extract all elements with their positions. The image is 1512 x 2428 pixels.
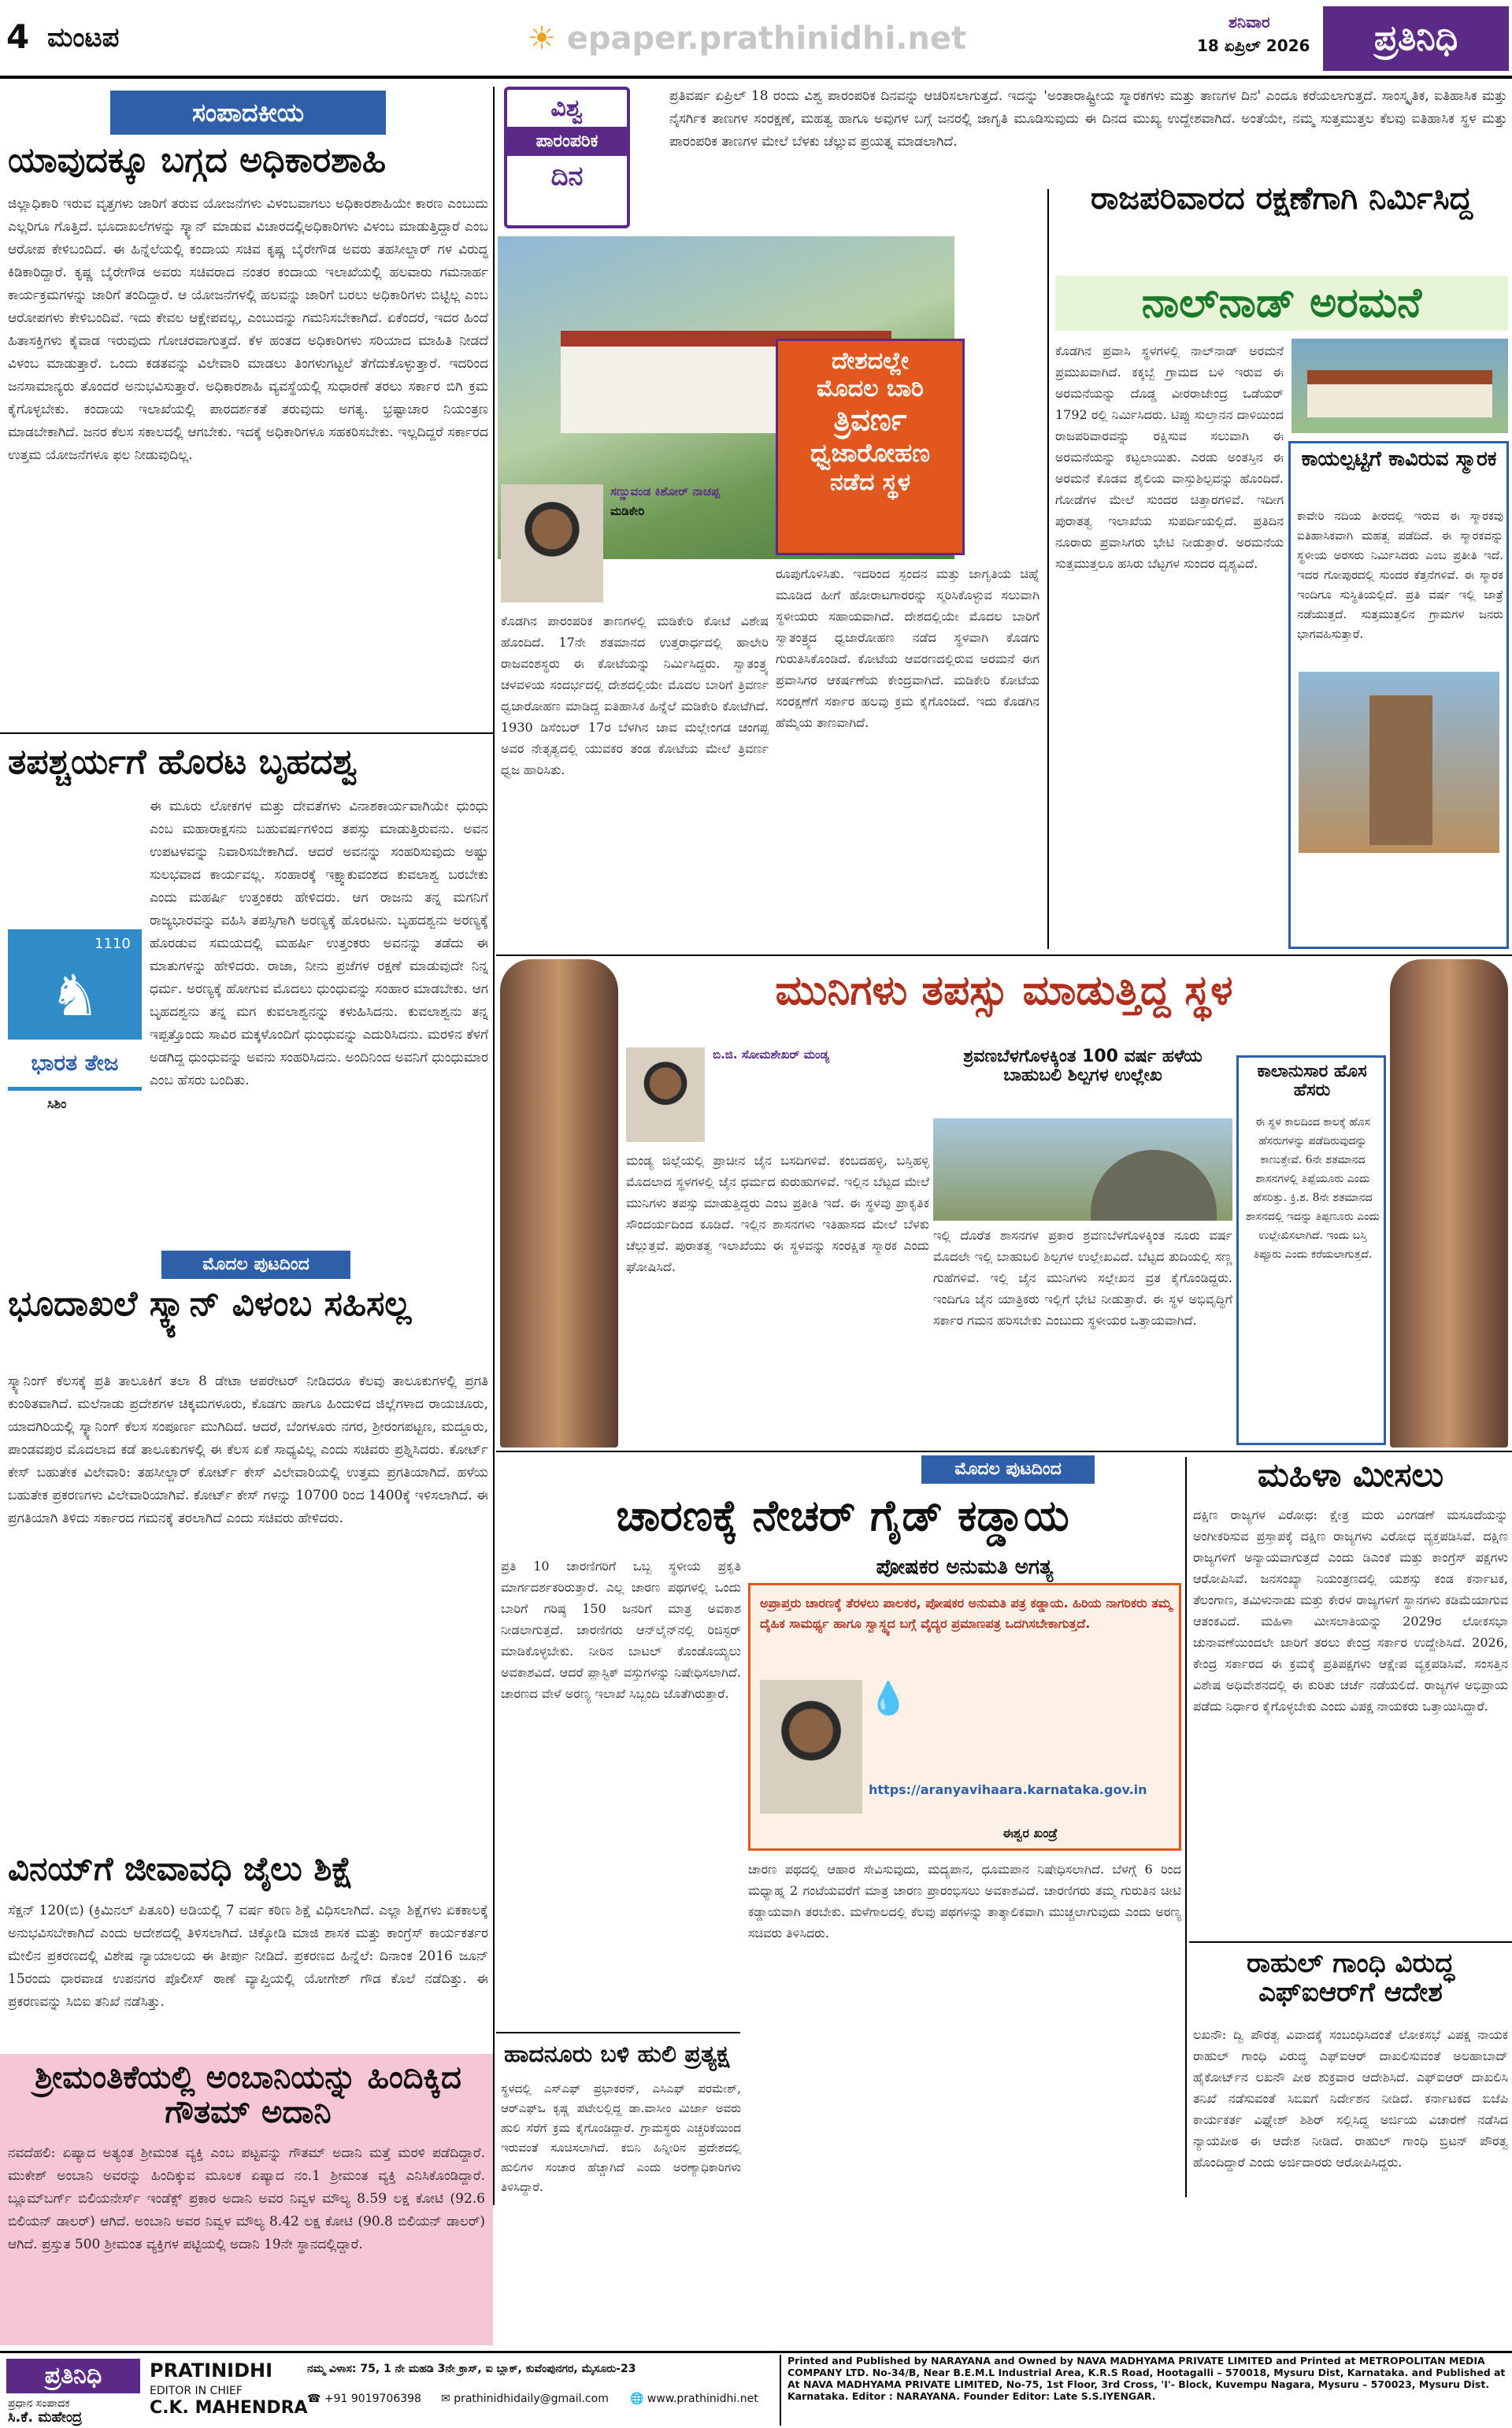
heritage-badge-line1: ವಿಶ್ವ [550,95,584,122]
flag-byline-place: ಮಡಿಕೇರಿ [610,504,645,518]
stone-pillar-right [1390,959,1508,1448]
minister-name: ಈಶ್ವರ ಖಂಡ್ರೆ [1002,1826,1058,1840]
munigalu-col1: ಮಂಡ್ಯ ಜಿಲ್ಲೆಯಲ್ಲಿ ಪ್ರಾಚೀನ ಜೈನ ಬಸದಿಗಳಿವೆ. ಕಂಬದಹಳ್ಳಿ, ಬಸ್ತಿಹಳ್ಳಿ ಮೊದಲಾದ ಸ್ಥಳಗಳಲ್ಲಿ ಜೈನ ಧರ್ಮದ ಕುರುಹುಗಳಿವೆ. ಇಲ್ಲಿನ ಬೆಟ್ಟದ ಮೇಲೆ ಮುನಿಗಳು ತಪಸ್ಸು ಮಾಡುತ್ತಿದ್ದರು ಎಂಬ ಪ್ರತೀತಿ ಇದೆ. ಈ ಸ್ಥಳವು ಪ್ರಾಕೃತಿಕ ಸೌಂದರ್ಯದಿಂದ ಕೂಡಿದೆ. ಇಲ್ಲಿನ ಶಾಸನಗಳು ಇತಿಹಾಸದ ಮೇಲೆ ಬೆಳಕು ಚೆಲ್ಲುತ್ತವೆ. ಪುರಾತತ್ವ ಇಲಾಖೆಯು ಈ ಸ್ಥಳವನ್ನು ಸಂರಕ್ಷಿತ ಸ್ಮಾರಕ ಎಂದು ಘೋಷಿಸಿದೆ. [626,1153,929,1274]
footer-address: ನಮ್ಮ ವಿಳಾಸ: 75, 1 ನೇ ಮಹಡಿ 3ನೇ ಕ್ರಾಸ್, ಐ ಬ್ಲಾಕ್, ಕುವೆಂಪುನಗರ, ಮೈಸೂರು-23 [307,2363,636,2375]
tiger-body: ಸ್ಥಳದಲ್ಲಿ ಎಸ್‌ಎಫ್ ಪ್ರಭಾಕರನ್, ಎಸಿಎಫ್ ಪರಮೇಶ್, ಆರ್‌ಎಫ್‌ಒ ಕೃಷ್ಣ ಪಟೇಲಲ್ಲಿದ್ದ ಡಾ.ವಾಸೀಂ ಮಿರ್ಜಾ ಅವರು ಹುಲಿ ಸೆರೆಗೆ ಕ್ರಮ ಕೈಗೊಂಡಿದ್ದಾರೆ. ಗ್ರಾಮಸ್ಥರು ಎಚ್ಚರಿಕೆಯಿಂದ ಇರುವಂತೆ ಸೂಚಿಸಲಾಗಿದೆ. ಕಬಿನಿ ಹಿನ್ನೀರಿನ ಪ್ರದೇಶದಲ್ಲಿ ಹುಲಿಗಳ ಸಂಚಾರ ಹೆಚ್ಚಾಗಿದೆ ಎಂದು ಅರಣ್ಯಾಧಿಕಾರಿಗಳು ತಿಳಿಸಿದ್ದಾರೆ. [501,2081,741,2194]
nature-col2: ಚಾರಣ ಪಥದಲ್ಲಿ ಆಹಾರ ಸೇವಿಸುವುದು, ಮದ್ಯಪಾನ, ಧೂಮಪಾನ ನಿಷೇಧಿಸಲಾಗಿದೆ. ಬೆಳಗ್ಗೆ 6 ರಿಂದ ಮಧ್ಯಾಹ್ನ 2 ಗಂಟೆಯವರೆಗೆ ಮಾತ್ರ ಚಾರಣ ಪ್ರಾರಂಭಿಸಲು ಅವಕಾಶವಿದೆ. ಚಾರಣಿಗರು ತಮ್ಮ ಗುರುತಿನ ಚೀಟಿ ಕಡ್ಡಾಯವಾಗಿ ತರಬೇಕು. ಮಳೆಗಾಲದಲ್ಲಿ ಕೆಲವು ಪಥಗಳನ್ನು ತಾತ್ಕಾಲಿಕವಾಗಿ ಮುಚ್ಚಲಾಗುವುದು ಎಂದು ಅರಣ್ಯ ಸಚಿವರು ತಿಳಿಸಿದರು. [748,1862,1181,1941]
flag-overlay [776,339,965,555]
phone-icon: ☎ [307,2393,324,2405]
footer-role-kn: ಪ್ರಧಾನ ಸಂಪಾದಕ [8,2397,70,2410]
heritage-badge-line3: ದಿನ [550,161,584,192]
footer-phone-text: +91 9019706398 [324,2393,421,2405]
flag-overlay-line5: ನಡೆದ ಸ್ಥಳ [829,469,911,496]
footer-imprint: Printed and Published by NARAYANA and Owned by NAVA MADHYAMA PRIVATE LIMITED and Printed at METROPOLITAN MEDIA COMPANY LTD. No-34/B, Near B.E.M.L Industrial Area, K.R.S Road, Hootagalli – 570018, Mysuru Dist, Karnataka. and Published at At NAVA MADHYAMA PRIVATE LIMITED, No-75, 1st Floor, 3rd Cross, 'I'- Block, Kuvempu Nagara, Mysuru – 570023, Mysuru Dist. Karnataka. Editor : NARAYANA. Founder Editor: Late S.S.IYENGAR. [788,2355,1506,2402]
flag-byline: ಸಣ್ಣುವಂಡ ಕಿಶೋರ್ ನಾಚಪ್ಪ [610,484,720,499]
rahul-title: ರಾಹುಲ್ ಗಾಂಧಿ ವಿರುದ್ಧ ಎಫ್‌ಐಆರ್‌ಗೆ ಆದೇಶ [1247,1948,1455,2009]
flag-story-col2: ರೂಪುಗೊಳಿಸಿತು. ಇದರಿಂದ ಸ್ಪಂದನ ಮತ್ತು ಜಾಗೃತಿಯ ಚಿಹ್ನೆ ಮೂಡಿದ ಹೀಗೆ ಹೋರಾಟಗಾರರನ್ನು ಸ್ಮರಿಸಿಕೊಳ್ಳುವ ಸಲುವಾಗಿ ಸ್ಥಳೀಯರು ಸಹಾಯವಾಗಿದೆ. ದೇಶದಲ್ಲಿಯೇ ಮೊದಲ ಬಾರಿಗೆ ಸ್ವಾತಂತ್ರ್ಯದ ಧ್ವಜಾರೋಹಣ ನಡೆದ ಸ್ಥಳವಾಗಿ ಕೊಡಗು ಗುರುತಿಸಿಕೊಂಡಿದೆ. ಕೋಟೆಯ ಆವರಣದಲ್ಲಿರುವ ಅರಮನೆ ಈಗ ಪ್ರವಾಸಿಗರ ಆಕರ್ಷಣೆಯ ಕೇಂದ್ರವಾಗಿದೆ. ಮಡಿಕೇರಿ ಕೋಟೆಯ ಸಂರಕ್ಷಣೆಗೆ ಸರ್ಕಾರ ಹಲವು ಕ್ರಮ ಕೈಗೊಂಡಿದೆ. ಇದು ಕೊಡಗಿನ ಹೆಮ್ಮೆಯ ತಾಣವಾಗಿದೆ. [776,566,1040,730]
flag-overlay-line1: ದೇಶದಲ್ಲೇ [832,347,909,375]
bhoodakhale-title: ಭೂದಾಖಲೆ ಸ್ಕ್ಯಾನ್ ವಿಳಂಬ ಸಹಿಸಲ್ಲ [8,1284,412,1324]
nature-title: ಚಾರಣಕ್ಕೆ ನೇಚರ್ ಗೈಡ್ ಕಡ್ಡಾಯ [616,1491,1069,1540]
series-number: 1110 [94,936,131,952]
bahubali-photo [933,1118,1232,1221]
editorial-label: ಸಂಪಾದಕೀಯ [110,91,386,135]
munigalu-col2: ಇಲ್ಲಿ ದೊರೆತ ಶಾಸನಗಳ ಪ್ರಕಾರ ಶ್ರವಣಬೆಳಗೊಳಕ್ಕಿಂತ ನೂರು ವರ್ಷ ಮೊದಲೇ ಇಲ್ಲಿ ಬಾಹುಬಲಿ ಶಿಲ್ಪಗಳ ಉಲ್ಲೇಖವಿದೆ. ಬೆಟ್ಟದ ತುದಿಯಲ್ಲಿ ಸಣ್ಣ ಗುಹೆಗಳಿವೆ. ಇಲ್ಲಿ ಜೈನ ಮುನಿಗಳು ಸಲ್ಲೇಖನ ವ್ರತ ಕೈಗೊಂಡಿದ್ದರು. ಇಂದಿಗೂ ಜೈನ ಯಾತ್ರಿಕರು ಇಲ್ಲಿಗೆ ಭೇಟಿ ನೀಡುತ್ತಾರೆ. ಈ ಸ್ಥಳ ಅಭಿವೃದ್ಧಿಗೆ ಸರ್ಕಾರ ಗಮನ ಹರಿಸಬೇಕು ಎಂಬುದು ಸ್ಥಳೀಯರ ಒತ್ತಾಯವಾಗಿದೆ. [933,1228,1232,1328]
munigalu-byline: ಬಿ.ಜಿ. ಸೋಮಶೇಖರ್ ಮಂಡ್ಯ [713,1047,830,1062]
tiger-title: ಹಾದನೂರು ಬಳಿ ಹುಲಿ ಪ್ರತ್ಯಕ್ಷ [504,2041,730,2068]
footer-editor-en: C.K. MAHENDRA [150,2398,308,2418]
kaveri-temple-photo [1299,672,1499,853]
flag-overlay-line2: ಮೊದಲ ಬಾರಿ [817,375,924,402]
email-icon: ✉ [441,2393,454,2405]
nature-label: ಮೊದಲ ಪುಟದಿಂದ [921,1455,1095,1484]
nature-rule [496,1451,1512,1452]
tiger-rule [496,2032,740,2033]
nalnad-palace-photo [1292,339,1508,433]
footer-logo-en: PRATINIDHI [150,2359,273,2382]
heritage-intro: ಪ್ರತಿವರ್ಷ ಏಪ್ರಿಲ್ 18 ರಂದು ವಿಶ್ವ ಪಾರಂಪರಿಕ ದಿನವನ್ನು ಆಚರಿಸಲಾಗುತ್ತದೆ. ಇದನ್ನು 'ಅಂತಾರಾಷ್ಟ್ರೀಯ ಸ್ಮಾರಕಗಳು ಮತ್ತು ತಾಣಗಳ ದಿನ' ಎಂದೂ ಕರೆಯಲಾಗುತ್ತದೆ. ಸಾಂಸ್ಕೃತಿಕ, ಐತಿಹಾಸಿಕ ಮತ್ತು ನೈಸರ್ಗಿಕ ತಾಣಗಳ ಸಂರಕ್ಷಣೆ, ಮಹತ್ವ ಹಾಗೂ ಅವುಗಳ ಬಗ್ಗೆ ಜನರಲ್ಲಿ ಜಾಗೃತಿ ಮೂಡಿಸುವುದು ಈ ದಿನದ ಮುಖ್ಯ ಉದ್ದೇಶವಾಗಿದೆ. ಅಂತೆಯೇ, ನಮ್ಮ ಸುತ್ತಮುತ್ತಲ ಕೆಲವು ಐತಿಹಾಸಿಕ ಸ್ಥಳ ಮತ್ತು ಪಾರಂಪರಿಕ ತಾಣಗಳ ಮೇಲೆ ಬೆಳಕು ಚೆಲ್ಲುವ ಪ್ರಯತ್ನ ಮಾಡಲಾಗಿದೆ. [669,88,1507,150]
left-column-divider [493,87,495,2205]
nalnad-body: ಕೊಡಗಿನ ಪ್ರವಾಸಿ ಸ್ಥಳಗಳಲ್ಲಿ ನಾಲ್‌ನಾಡ್ ಅರಮನೆ ಪ್ರಮುಖವಾಗಿದೆ. ಕಕ್ಕಬ್ಬೆ ಗ್ರಾಮದ ಬಳಿ ಇರುವ ಈ ಅರಮನೆಯನ್ನು ದೊಡ್ಡ ವೀರರಾಜೇಂದ್ರ ಒಡೆಯರ್ 1792 ರಲ್ಲಿ ನಿರ್ಮಿಸಿದರು. ಟಿಪ್ಪು ಸುಲ್ತಾನನ ದಾಳಿಯಿಂದ ರಾಜಪರಿವಾರವನ್ನು ರಕ್ಷಿಸುವ ಸಲುವಾಗಿ ಈ ಅರಮನೆಯನ್ನು ಕಟ್ಟಲಾಯಿತು. ಎರಡು ಅಂತಸ್ತಿನ ಈ ಅರಮನೆ ಕೊಡವ ಶೈಲಿಯ ವಾಸ್ತುಶಿಲ್ಪವನ್ನು ಹೊಂದಿದೆ. ಗೋಡೆಗಳ ಮೇಲೆ ಸುಂದರ ಚಿತ್ತಾರಗಳಿವೆ. ಇದೀಗ ಪುರಾತತ್ವ ಇಲಾಖೆಯ ಸುಪರ್ದಿಯಲ್ಲಿದೆ. ಪ್ರತಿದಿನ ನೂರಾರು ಪ್ರವಾಸಿಗರು ಭೇಟಿ ನೀಡುತ್ತಾರೆ. ಅರಮನೆಯ ಸುತ್ತಮುತ್ತಲೂ ಹಸಿರು ಬೆಟ್ಟಗಳ ಸುಂದರ ದೃಶ್ಯವಿದೆ. [1055,343,1284,571]
nature-url[interactable]: https://aranyavihaara.karnataka.gov.in [869,1782,1147,1797]
munigalu-side-box [1236,1055,1386,1445]
series-label: ಭಾರತ ತೇಜ [8,1040,142,1087]
reporter-photo-somashekar [626,1047,705,1142]
footer-email[interactable] [441,2391,609,2407]
mahila-body: ದಕ್ಷಿಣ ರಾಜ್ಯಗಳ ವಿರೋಧ: ಕ್ಷೇತ್ರ ಮರು ವಿಂಗಡಣೆ ಮಸೂದೆಯನ್ನು ಅಂಗೀಕರಿಸುವ ಪ್ರಸ್ತಾಪಕ್ಕೆ ದಕ್ಷಿಣ ರಾಜ್ಯಗಳು ವಿರೋಧ ವ್ಯಕ್ತಪಡಿಸಿವೆ. ದಕ್ಷಿಣ ರಾಜ್ಯಗಳಿಗೆ ಅನ್ಯಾಯವಾಗುತ್ತದೆ ಎಂದು ಡಿಎಂಕೆ ಮತ್ತು ಕಾಂಗ್ರೆಸ್ ಪಕ್ಷಗಳು ಆರೋಪಿಸಿವೆ. ಜನಸಂಖ್ಯಾ ನಿಯಂತ್ರಣದಲ್ಲಿ ಯಶಸ್ಸು ಕಂಡ ಕರ್ನಾಟಕ, ತೆಲಂಗಾಣ, ತಮಿಳುನಾಡು ಮತ್ತು ಕೇರಳ ರಾಜ್ಯಗಳಿಗೆ ಸ್ಥಾನಗಳು ಕಡಿಮೆಯಾಗುವ ಆತಂಕವಿದೆ. ಮಹಿಳಾ ಮೀಸಲಾತಿಯನ್ನು 2029ರ ಲೋಕಸಭಾ ಚುನಾವಣೆಯಿಂದಲೇ ಜಾರಿಗೆ ತರಲು ಕೇಂದ್ರ ಸರ್ಕಾರ ಉದ್ದೇಶಿಸಿದೆ. 2026, ಕೇಂದ್ರ ಸರ್ಕಾರದ ಈ ಕ್ರಮಕ್ಕೆ ಪ್ರತಿಪಕ್ಷಗಳು ಆಕ್ಷೇಪ ವ್ಯಕ್ತಪಡಿಸಿವೆ. ಸಂಸತ್ತಿನ ವಿಶೇಷ ಅಧಿವೇಶನದಲ್ಲಿ ಈ ಕುರಿತು ಚರ್ಚೆ ನಡೆಯಲಿದೆ. ರಾಜ್ಯಗಳ ಅಭಿಪ್ರಾಯ ಪಡೆದು ನಿರ್ಧಾರ ಕೈಗೊಳ್ಳಬೇಕು ಎಂದು ವಿಪಕ್ಷ ನಾಯಕರು ಒತ್ತಾಯಿಸಿದ್ದಾರೆ. [1193,1507,1508,1714]
rahul-rule [1189,1941,1512,1943]
minister-photo [760,1680,862,1814]
nature-subhead: ಪೋಷಕರ ಅನುಮತಿ ಅಗತ್ಯ [876,1555,1054,1579]
adani-body: ನವದೆಹಲಿ: ಏಷ್ಯಾದ ಅತ್ಯಂತ ಶ್ರೀಮಂತ ವ್ಯಕ್ತಿ ಎಂಬ ಪಟ್ಟವನ್ನು ಗೌತಮ್ ಅದಾನಿ ಮತ್ತೆ ಮರಳಿ ಪಡೆದಿದ್ದಾರೆ. ಮುಕೇಶ್ ಅಂಬಾನಿ ಅವರನ್ನು ಹಿಂದಿಕ್ಕುವ ಮೂಲಕ ಏಷ್ಯಾದ ನಂ.1 ಶ್ರೀಮಂತ ವ್ಯಕ್ತಿ ಎನಿಸಿಕೊಂಡಿದ್ದಾರೆ. ಬ್ಲೂಮ್‌ಬರ್ಗ್ ಬಿಲಿಯನೇರ್ಸ್ ಇಂಡೆಕ್ಸ್ ಪ್ರಕಾರ ಅದಾನಿ ಅವರ ನಿವ್ವಳ ಮೌಲ್ಯ 8.59 ಲಕ್ಷ ಕೋಟಿ (92.6 ಬಿಲಿಯನ್ ಡಾಲರ್) ಆಗಿದೆ. ಅಂಬಾನಿ ಅವರ ನಿವ್ವಳ ಮೌಲ್ಯ 8.42 ಲಕ್ಷ ಕೋಟಿ (90.8 ಬಿಲಿಯನ್ ಡಾಲರ್) ಆಗಿದೆ. ಪ್ರಸ್ತುತ 500 ಶ್ರೀಮಂತ ವ್ಯಕ್ತಿಗಳ ಪಟ್ಟಿಯಲ್ಲಿ ಅದಾನಿ 19ನೇ ಸ್ಥಾನದಲ್ಲಿದ್ದಾರೆ. [8,2145,485,2252]
flag-overlay-line4: ಧ್ವಜಾರೋಹಣ [810,438,930,468]
bhoodakhale-label: ಮೊದಲ ಪುಟದಿಂದ [161,1251,350,1279]
globe-icon: 🌐 [630,2393,647,2405]
nature-divider [1185,1457,1187,2197]
site-url[interactable] [528,20,966,57]
masthead-date: 18 ಏಪ್ರಿಲ್ 2026 [1197,36,1310,55]
bharata-teja-box [8,929,142,1091]
masthead [0,0,1512,79]
kaveri-box [1288,441,1509,949]
page-number: 4 [6,17,30,56]
munigalu-subhead: ಶ್ರವಣಬೆಳಗೊಳಕ್ಕಿಂತ 100 ವರ್ಷ ಹಳೆಯ ಬಾಹುಬಲಿ ಶಿಲ್ಪಗಳ ಉಲ್ಲೇಖ [963,1047,1203,1086]
brihadashva-body: ಈ ಮೂರು ಲೋಕಗಳ ಮತ್ತು ದೇವತೆಗಳು ವಿನಾಶಕಾರ್ಯವಾಗಿಯೇ ಧುಂಧು ಎಂಬ ಮಹಾರಾಕ್ಷಸನು ಬಹುವರ್ಷಗಳಿಂದ ತಪಸ್ಸು ಮಾಡುತ್ತಿರುವನು. ಅವನ ಉಪಟಳವನ್ನು ನಿವಾರಿಸಬೇಕಾಗಿದೆ. ಆದರೆ ಅವನನ್ನು ಸಂಹರಿಸುವುದು ಅಷ್ಟು ಸುಲಭವಾದ ಕಾರ್ಯವಲ್ಲ. ಸಂಹಾರಕ್ಕೆ ಇಕ್ಷ್ವಾಕುವಂಶದ ಕುವಲಾಶ್ವ ಬರಬೇಕು ಎಂದು ಮಹರ್ಷಿ ಉತ್ತಂಕರು ಹೇಳಿದರು. ಆಗ ರಾಜನು ತನ್ನ ಮಗನಿಗೆ ರಾಜ್ಯಭಾರವನ್ನು ವಹಿಸಿ ತಪಸ್ಸಿಗಾಗಿ ಅರಣ್ಯಕ್ಕೆ ಹೊರಟನು. ಬೃಹದಶ್ವನು ಅರಣ್ಯಕ್ಕೆ ಹೊರಡುವ ಸಮಯದಲ್ಲಿ ಮಹರ್ಷಿ ಉತ್ತಂಕರು ಅವನನ್ನು ತಡೆದು ಈ ಮಾತುಗಳನ್ನು ಹೇಳಿದರು. ರಾಜಾ, ನೀನು ಪ್ರಜೆಗಳ ರಕ್ಷಣೆ ಮಾಡುವುದೇ ನಿನ್ನ ಧರ್ಮ. ಅರಣ್ಯಕ್ಕೆ ಹೋಗುವ ಮೊದಲು ಧುಂಧುವನ್ನು ಸಂಹಾರ ಮಾಡಬೇಕು. ಆಗ ಬೃಹದಶ್ವನು ತನ್ನ ಮಗ ಕುವಲಾಶ್ವನನ್ನು ಕಳುಹಿಸಿದನು. ಕುವಲಾಶ್ವನು ತನ್ನ ಇಪ್ಪತ್ತೊಂದು ಸಾವಿರ ಮಕ್ಕಳೊಂದಿಗೆ ಧುಂಧುವನ್ನು ಎದುರಿಸಿದನು. ಮರಳಿನ ಕೆಳಗೆ ಅಡಗಿದ್ದ ಧುಂಧುವನ್ನು ಅವನು ಸಂಹರಿಸಿದನು. ಅಂದಿನಿಂದ ಅವನಿಗೆ ಧುಂಧುಮಾರ ಎಂಬ ಹೆಸರು ಬಂದಿತು. [150,799,488,1088]
munigalu-title: ಮುನಿಗಳು ತಪಸ್ಸು ಮಾಡುತ್ತಿದ್ದ ಸ್ಥಳ [775,967,1233,1014]
footer-logo: ಪ್ರತಿನಿಧಿ [6,2359,140,2393]
site-url-text: epaper.prathinidhi.net [566,20,967,57]
vinay-body: ಸೆಕ್ಷನ್ 120(ಬಿ) (ಕ್ರಿಮಿನಲ್ ಪಿತೂರಿ) ಅಡಿಯಲ್ಲಿ 7 ವರ್ಷ ಕಠಿಣ ಶಿಕ್ಷೆ ವಿಧಿಸಲಾಗಿದೆ. ಎಲ್ಲಾ ಶಿಕ್ಷೆಗಳು ಏಕಕಾಲಕ್ಕೆ ಅನುಭವಿಸಬೇಕಾಗಿದೆ ಎಂದು ಆದೇಶದಲ್ಲಿ ತಿಳಿಸಲಾಗಿದೆ. ಚಿಕ್ಕೋಡಿ ಮಾಜಿ ಶಾಸಕ ಮತ್ತು ಕಾಂಗ್ರೆಸ್ ಕಾರ್ಯಕರ್ತರ ಮೇಲಿನ ಪ್ರಕರಣದಲ್ಲಿ ವಿಶೇಷ ನ್ಯಾಯಾಲಯ ಈ ತೀರ್ಪು ನೀಡಿದೆ. ಪ್ರಕರಣದ ಹಿನ್ನೆಲೆ: ದಿನಾಂಕ 2016 ಜೂನ್ 15ರಂದು ಧಾರವಾಡ ಉಪನಗರ ಪೊಲೀಸ್ ಠಾಣೆ ವ್ಯಾಪ್ತಿಯಲ್ಲಿ ಯೋಗೇಶ್ ಗೌಡ ಕೊಲೆ ನಡೆದಿತ್ತು. ಈ ಪ್ರಕರಣವನ್ನು ಸಿಬಿಐ ತನಿಖೆ ನಡೆಸಿತ್ತು. [8,1903,488,2010]
footer-web-text: www.prathinidhi.net [647,2393,758,2405]
sun-icon: ☀ [528,20,556,57]
brihadashva-title: ತಪಶ್ಚರ್ಯಗೆ ಹೊರಟ ಬೃಹದಶ್ವ [8,742,358,782]
section-name: ಮಂಟಪ [47,22,120,54]
series-credit: ಸಿಶಿಂ [47,1096,67,1111]
footer-editor-kn: ಸಿ.ಕೆ. ಮಹೇಂದ್ರ [8,2409,83,2426]
stone-pillar-left [500,959,618,1448]
footer-web[interactable] [630,2391,758,2407]
heritage-badge-line2: ಪಾರಂಪರಿಕ [507,127,627,156]
munigalu-side-body: ಈ ಸ್ಥಳ ಕಾಲದಿಂದ ಕಾಲಕ್ಕೆ ಹೊಸ ಹೆಸರುಗಳನ್ನು ಪಡೆದಿರುವುದನ್ನು ಕಾಣುತ್ತೇವೆ. 6ನೇ ಶತಮಾನದ ಶಾಸನಗಳಲ್ಲಿ ತಿಪ್ಪೆಯೂರು ಎಂದು ಹೆಸರಿತ್ತು. ಕ್ರಿ.ಶ. 8ನೇ ಶತಮಾನದ ಶಾಸನದಲ್ಲಿ ಇದನ್ನು ತಿಪ್ಪಣೂರು ಎಂದು ಉಲ್ಲೇಖಿಸಲಾಗಿದೆ. ಇಂದು ಬಸ್ತಿ ತಿಪ್ಪೂರು ಎಂದು ಕರೆಯಲಾಗುತ್ತದೆ. [1246,1116,1380,1261]
heritage-badge [504,87,630,228]
drop-icon: 💧 [869,1681,908,1717]
vinay-title: ವಿನಯ್‌ಗೆ ಜೀವಾವಧಿ ಜೈಲು ಶಿಕ್ಷೆ [8,1849,354,1888]
munigalu-side-title: ಕಾಲಾನುಸಾರ ಹೊಸ ಹೆಸರು [1257,1062,1367,1101]
flag-story-col1: ಕೊಡಗಿನ ಪಾರಂಪರಿಕ ತಾಣಗಳಲ್ಲಿ ಮಡಿಕೇರಿ ಕೋಟೆ ವಿಶೇಷ ಹೊಂದಿದೆ. 17ನೇ ಶತಮಾನದ ಉತ್ತರಾರ್ಧದಲ್ಲಿ ಹಾಲೇರಿ ರಾಜವಂಶಸ್ಥರು ಈ ಕೋಟೆಯನ್ನು ನಿರ್ಮಿಸಿದ್ದರು. ಸ್ವಾತಂತ್ರ್ಯ ಚಳವಳಿಯ ಸಂದರ್ಭದಲ್ಲಿ ದೇಶದಲ್ಲಿಯೇ ಮೊದಲ ಬಾರಿಗೆ ತ್ರಿವರ್ಣ ಧ್ವಜಾರೋಹಣ ಮಾಡಿದ್ದ ಐತಿಹಾಸಿಕ ಹಿನ್ನೆಲೆ ಮಡಿಕೇರಿ ಕೋಟೆಗಿದೆ. 1930 ಡಿಸೆಂಬರ್ 17ರ ಬೆಳಗಿನ ಜಾವ ಮಲ್ಲೇಂಗಡ ಚಂಗಪ್ಪ ಅವರ ನೇತೃತ್ವದಲ್ಲಿ ಯುವಕರ ತಂಡ ಕೋಟೆಯ ಮೇಲೆ ತ್ರಿವರ್ಣ ಧ್ವಜ ಹಾರಿಸಿತು. [501,613,769,777]
reporter-photo-kishore [501,484,603,602]
nature-info-box [748,1583,1181,1851]
editorial-title: ಯಾವುದಕ್ಕೂ ಬಗ್ಗದ ಅಧಿಕಾರಶಾಹಿ [8,140,387,180]
nalnad-divider [1047,189,1049,949]
kaveri-body: ಕಾವೇರಿ ನದಿಯ ತೀರದಲ್ಲಿ ಇರುವ ಈ ಸ್ಮಾರಕವು ಐತಿಹಾಸಿಕವಾಗಿ ಮಹತ್ವ ಪಡೆದಿದೆ. ಈ ಸ್ಮಾರಕವನ್ನು ಸ್ಥಳೀಯ ಅರಸರು ನಿರ್ಮಿಸಿದರು ಎಂಬ ಪ್ರತೀತಿ ಇದೆ. ಇದರ ಗೋಪುರದಲ್ಲಿ ಸುಂದರ ಕೆತ್ತನೆಗಳಿವೆ. ಈ ಸ್ಮಾರಕ ಇಂದಿಗೂ ಸುಸ್ಥಿತಿಯಲ್ಲಿದೆ. ಪ್ರತಿ ವರ್ಷ ಇಲ್ಲಿ ಜಾತ್ರೆ ನಡೆಯುತ್ತದೆ. ಸುತ್ತಮುತ್ತಲಿನ ಗ್ರಾಮಗಳ ಜನರು ಭಾಗವಹಿಸುತ್ತಾರೆ. [1297,509,1503,641]
munigalu-rule [496,955,1512,956]
nalnad-kicker: ರಾಜಪರಿವಾರದ ರಕ್ಷಣೆಗಾಗಿ ನಿರ್ಮಿಸಿದ್ದ [1090,180,1473,217]
palace-roof [1307,370,1492,417]
kaveri-title: ಕಾಯಲ್ಪಟ್ಟಿಗೆ ಕಾವಿರುವ ಸ್ಮಾರಕ [1301,447,1497,471]
masthead-logo: ಪ್ರತಿನಿಧಿ [1323,6,1509,71]
editorial-body: ಜಿಲ್ಲಾಧಿಕಾರಿ ಇರುವ ವೃತ್ತಗಳು ಜಾರಿಗೆ ತರುವ ಯೋಜನೆಗಳು ವಿಳಂಬವಾಗಲು ಅಧಿಕಾರಶಾಹಿಯೇ ಕಾರಣ ಎಂಬುದು ಎಲ್ಲರಿಗೂ ಗೊತ್ತಿದೆ. ಭೂದಾಖಲೆಗಳನ್ನು ಸ್ಕ್ಯಾನ್ ಮಾಡುವ ವಿಚಾರದಲ್ಲಿಅಧಿಕಾರಿಗಳು ವಿಳಂಬ ಮಾಡುತ್ತಿದ್ದಾರೆ ಎಂಬ ಆರೋಪ ಕೇಳಿಬಂದಿದೆ. ಈ ಹಿನ್ನೆಲೆಯಲ್ಲಿ ಕಂದಾಯ ಸಚಿವ ಕೃಷ್ಣ ಬೈರೇಗೌಡ ಅವರು ತಹಸೀಲ್ದಾರ್ ಗಳ ವಿರುದ್ಧ ಕಿಡಿಕಾರಿದ್ದಾರೆ. ಕೃಷ್ಣ ಬೈರೇಗೌಡ ಅವರು ಸಚಿವರಾದ ನಂತರ ಕಂದಾಯ ಇಲಾಖೆಯಲ್ಲಿ ಹಲವಾರು ಗಮನಾರ್ಹ ಕಾರ್ಯಕ್ರಮಗಳನ್ನು ಜಾರಿಗೆ ತಂದಿದ್ದಾರೆ. ಆ ಯೋಜನೆಗಳಲ್ಲಿ ಹಲವನ್ನು ಜಾರಿಗೆ ಬರಲು ಅಧಿಕಾರಿಗಳು ಬಿಟ್ಟಿಲ್ಲ ಎಂಬ ಆರೋಪಗಳು ಕೇಳಿಬಂದಿವೆ. ಇದು ಕೇವಲ ಆಕ್ಷೇಪವಲ್ಲ, ಎಂಬುದನ್ನು ಗಮನಿಸಬೇಕಾಗಿದೆ. ಏಕೆಂದರೆ, ಇದರ ಹಿಂದೆ ಹಿತಾಸಕ್ತಿಗಳು ಕೈವಾಡ ಇರುವುದು ಗೋಚರವಾಗುತ್ತದೆ. ಕೆಳ ಹಂತದ ಅಧಿಕಾರಿಗಳು ಸರಿಯಾದ ಮಾಹಿತಿ ನೀಡದೆ ವಿಳಂಬ ಮಾಡುತ್ತಾರೆ. ಒಂದು ಕಡತವನ್ನು ವಿಲೇವಾರಿ ಮಾಡಲು ತಿಂಗಳುಗಟ್ಟಲೆ ತೆಗೆದುಕೊಳ್ಳುತ್ತಾರೆ. ಇದರಿಂದ ಜನಸಾಮಾನ್ಯರು ತೊಂದರೆ ಅನುಭವಿಸುತ್ತಾರೆ. ಅಧಿಕಾರಶಾಹಿ ವ್ಯವಸ್ಥೆಯಲ್ಲಿ ಸುಧಾರಣೆ ತರಲು ಸರ್ಕಾರ ಬಿಗಿ ಕ್ರಮ ಕೈಗೊಳ್ಳಬೇಕು. ಕಂದಾಯ ಇಲಾಖೆಯಲ್ಲಿ ಪಾರದರ್ಶಕತೆ ತರುವುದು ಅಗತ್ಯ. ಭ್ರಷ್ಟಾಚಾರ ನಿಯಂತ್ರಣ ಮಾಡಬೇಕಾಗಿದೆ. ಜನರ ಕೆಲಸ ಸಕಾಲದಲ್ಲಿ ಆಗಬೇಕು. ಇದಕ್ಕೆ ಅಧಿಕಾರಿಗಳೂ ಸಹಕರಿಸಬೇಕು. ಇಲ್ಲದಿದ್ದರೆ ಸರ್ಕಾರದ ಉತ್ತಮ ಯೋಜನೆಗಳೂ ಫಲ ನೀಡುವುದಿಲ್ಲ. [8,196,488,463]
footer-divider [780,2355,781,2426]
rahul-body: ಲಖನೌ: ದ್ವಿ ಪೌರತ್ವ ವಿವಾದಕ್ಕೆ ಸಂಬಂಧಿಸಿದಂತೆ ಲೋಕಸಭೆ ವಿಪಕ್ಷ ನಾಯಕ ರಾಹುಲ್ ಗಾಂಧಿ ವಿರುದ್ಧ ಎಫ್‌ಐಆರ್ ದಾಖಲಿಸುವಂತೆ ಅಲಹಾಬಾದ್ ಹೈಕೋರ್ಟ್‌ನ ಲಖನೌ ಪೀಠ ಶುಕ್ರವಾರ ಆದೇಶಿಸಿದೆ. ಎಫ್‌ಐಆರ್ ದಾಖಲಿಸಿ ತನಿಖೆ ನಡೆಸುವಂತೆ ಸಿಬಿಐಗೆ ನಿರ್ದೇಶನ ನೀಡಿದೆ. ಕರ್ನಾಟಕದ ಬಿಜೆಪಿ ಕಾರ್ಯಕರ್ತ ವಿಘ್ನೇಶ್ ಶಿಶಿರ್ ಸಲ್ಲಿಸಿದ್ದ ಅರ್ಜಿಯ ವಿಚಾರಣೆ ನಡೆಸಿದ ನ್ಯಾಯಪೀಠ ಈ ಆದೇಶ ನೀಡಿದೆ. ರಾಹುಲ್ ಗಾಂಧಿ ಬ್ರಿಟನ್ ಪೌರತ್ವ ಹೊಂದಿದ್ದಾರೆ ಎಂದು ಅರ್ಜಿದಾರರು ಆರೋಪಿಸಿದ್ದರು. [1193,2027,1508,2170]
nalnad-title: ನಾಲ್‌ನಾಡ್ ಅರಮನೆ [1055,276,1508,331]
nature-col1: ಪ್ರತಿ 10 ಚಾರಣಿಗರಿಗೆ ಒಬ್ಬ ಸ್ಥಳೀಯ ಪ್ರಕೃತಿ ಮಾರ್ಗದರ್ಶಕರಿರುತ್ತಾರೆ. ಎಲ್ಲ ಚಾರಣ ಪಥಗಳಲ್ಲಿ ಒಂದು ಬಾರಿಗೆ ಗರಿಷ್ಠ 150 ಜನರಿಗೆ ಮಾತ್ರ ಅವಕಾಶ ನೀಡಲಾಗುತ್ತದೆ. ಚಾರಣಿಗರು ಆನ್‌ಲೈನ್‌ನಲ್ಲಿ ರಿಜಿಸ್ಟರ್ ಮಾಡಿಕೊಳ್ಳಬೇಕು. ನೀರಿನ ಬಾಟಲ್ ಕೊಂಡೊಯ್ಯಲು ಅವಕಾಶವಿದೆ. ಆದರೆ ಪ್ಲಾಸ್ಟಿಕ್ ವಸ್ತುಗಳನ್ನು ನಿಷೇಧಿಸಲಾಗಿದೆ. ಚಾರಣದ ವೇಳೆ ಅರಣ್ಯ ಇಲಾಖೆ ಸಿಬ್ಬಂದಿ ಜೊತೆಗಿರುತ್ತಾರೆ. [501,1559,741,1701]
chariot-icon: ♞ [49,962,101,1029]
footer-email-text: prathinidhidaily@gmail.com [454,2393,609,2405]
flag-overlay-line3: ತ್ರಿವರ್ಣ [833,402,907,437]
masthead-day: ಶನಿವಾರ [1228,13,1270,32]
hill-shape [1091,1150,1217,1221]
footer-role-en: EDITOR IN CHIEF [150,2385,243,2397]
brihadashva-rule [0,732,493,734]
nature-box-text: ಅಪ್ರಾಪ್ತರು ಚಾರಣಕ್ಕೆ ತೆರಳಲು ಪಾಲಕರ, ಪೋಷಕರ ಅನುಮತಿ ಪತ್ರ ಕಡ್ಡಾಯ. ಹಿರಿಯ ನಾಗರಿಕರು ತಮ್ಮ ದೈಹಿಕ ಸಾಮರ್ಥ್ಯ ಹಾಗೂ ಸ್ವಾಸ್ಥ್ಯದ ಬಗ್ಗೆ ವೈದ್ಯರ ಪ್ರಮಾಣಪತ್ರ ಒದಗಿಸಬೇಕಾಗುತ್ತದೆ. [760,1596,1173,1631]
footer-rule [0,2351,1512,2353]
temple-tower [1369,695,1432,845]
adani-title: ಶ್ರೀಮಂತಿಕೆಯಲ್ಲಿ ಅಂಬಾನಿಯನ್ನು ಹಿಂದಿಕ್ಕಿದ ಗೌತಮ್ ಅದಾನಿ [35,2059,461,2130]
mahila-title: ಮಹಿಳಾ ಮೀಸಲು [1257,1455,1444,1494]
bhoodakhale-body: ಸ್ಕ್ಯಾನಿಂಗ್ ಕೆಲಸಕ್ಕೆ ಪ್ರತಿ ತಾಲೂಕಿಗೆ ತಲಾ 8 ಡೇಟಾ ಆಪರೇಟರ್ ನೀಡಿದರೂ ಕೆಲವು ತಾಲೂಕುಗಳಲ್ಲಿ ಪ್ರಗತಿ ಕುಂಠಿತವಾಗಿದೆ. ಮಲೆನಾಡು ಪ್ರದೇಶಗಳ ಚಿಕ್ಕಮಗಳೂರು, ಕೊಡಗು ಹಾಗೂ ಹಿಂದುಳಿದ ಜಿಲ್ಲೆಗಳಾದ ರಾಯಚೂರು, ಯಾದಗಿರಿಯಲ್ಲಿ ಸ್ಕ್ಯಾನಿಂಗ್ ಕೆಲಸ ಸಂಪೂರ್ಣ ಮುಗಿದಿದೆ. ಆದರೆ, ಬೆಂಗಳೂರು ನಗರ, ಶ್ರೀರಂಗಪಟ್ಟಣ, ಮದ್ದೂರು, ಪಾಂಡವಪುರ ಮೊದಲಾದ ಕಡೆ ತಾಲೂಕುಗಳಲ್ಲಿ ಈ ಕೆಲಸ ಏಕೆ ಸಾಧ್ಯವಿಲ್ಲ ಎಂದು ಸಚಿವರು ಪ್ರಶ್ನಿಸಿದರು. ಕೋರ್ಟ್ ಕೇಸ್ ಬಹುತೇಕ ವಿಲೇವಾರಿ: ತಹಸೀಲ್ದಾರ್ ಕೋರ್ಟ್ ಕೇಸ್ ವಿಲೇವಾರಿಯಲ್ಲಿ ಉತ್ತಮ ಪ್ರಗತಿಯಾಗಿದೆ. ಹಳೆಯ ಬಹುತೇಕ ಪ್ರಕರಣಗಳು ವಿಲೇವಾರಿಯಾಗಿವೆ. ಕೋರ್ಟ್ ಕೇಸ್ ಗಳನ್ನು 10700 ರಿಂದ 1400ಕ್ಕೆ ಇಳಿಸಲಾಗಿದೆ. ಈ ಪ್ರಗತಿಯಾಗಿ ತಿಳಿದು ಸರ್ಕಾರದ ಗಮನಕ್ಕೆ ತರಲಾಗಿದೆ ಎಂದು ಸಚಿವರು ಹೇಳಿದರು. [8,1373,488,1526]
footer-phone[interactable] [307,2391,421,2407]
masthead-rule [0,76,1512,79]
